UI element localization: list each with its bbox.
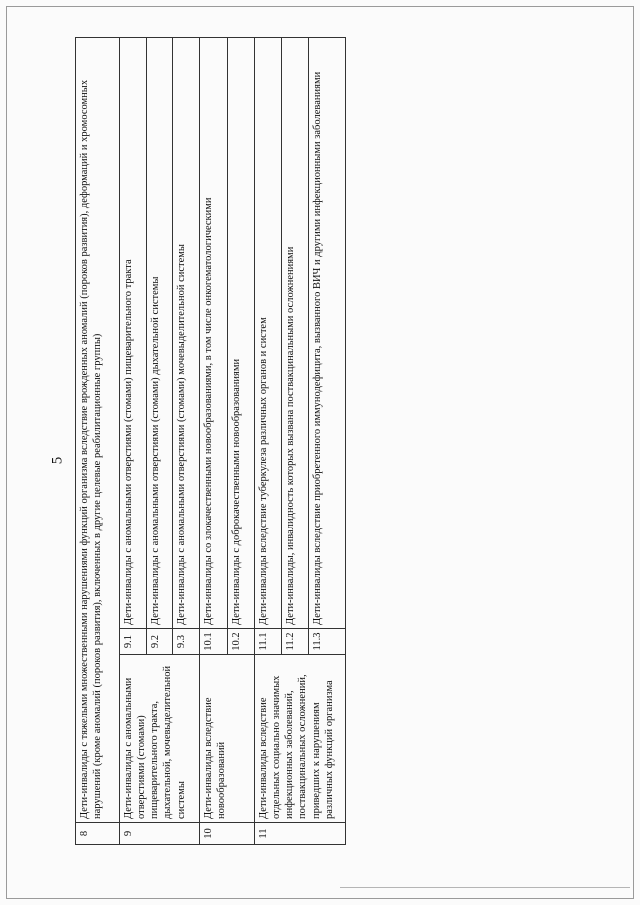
scan-edge-line	[340, 887, 630, 888]
sub-code: 9.2	[147, 629, 173, 655]
sub-code: 10.2	[228, 629, 255, 655]
sub-text: Дети-инвалиды с аномальными отверстиями (стомами) дыхательной системы	[147, 38, 173, 629]
row-number: 8	[76, 823, 120, 845]
sub-text: Дети-инвалиды с аномальными отверстиями (стомами) мочевыделительной системы	[173, 38, 200, 629]
row-text: Дети-инвалиды с тяжелыми множественными нарушениями функций организма вследствие врожденных аномалий (пороков развития), деформаций и хромосомных нарушений (кроме аномалий (пороков развития), включенных в другие целевые реабилитационные группы)	[76, 38, 120, 823]
table-row	[200, 38, 228, 845]
sub-code: 11.2	[282, 629, 309, 655]
group-name: Дети-инвалиды вследствие новообразований	[200, 655, 255, 823]
sub-code: 11.1	[255, 629, 282, 655]
row-number: 11	[255, 823, 346, 845]
sub-code: 11.3	[309, 629, 346, 655]
table-row	[76, 38, 120, 845]
rehabilitation-groups-table	[75, 37, 346, 845]
sub-code: 10.1	[200, 629, 228, 655]
group-name: Дети-инвалиды с аномальными отверстиями (стомами) пищеварительного тракта, дыхательной, мочевыделительной системы	[120, 655, 200, 823]
table-row	[120, 38, 147, 845]
sub-text: Дети-инвалиды вследствие приобретенного иммунодефицита, вызванного ВИЧ и другими инфекционными заболеваниями	[309, 38, 346, 629]
sub-text: Дети-инвалиды, инвалидность которых вызвана поствакцинальными осложнениями	[282, 38, 309, 629]
row-number: 10	[200, 823, 255, 845]
row-number: 9	[120, 823, 200, 845]
sub-code: 9.1	[120, 629, 147, 655]
table-container	[75, 38, 345, 845]
group-name: Дети-инвалиды вследствие отдельных социально значимых инфекционных заболеваний, поствакцинальных осложнений, приведших к нарушениям различных функций организма	[255, 655, 346, 823]
page-number: 5	[49, 456, 66, 465]
sub-text: Дети-инвалиды с аномальными отверстиями (стомами) пищеварительного тракта	[120, 38, 147, 629]
table-row	[255, 38, 282, 845]
sub-text: Дети-инвалиды вследствие туберкулеза различных органов и систем	[255, 38, 282, 629]
sub-code: 9.3	[173, 629, 200, 655]
sub-text: Дети-инвалиды с доброкачественными новообразованиями	[228, 38, 255, 629]
sub-text: Дети-инвалиды со злокачественными новообразованиями, в том числе онкогематологическими	[200, 38, 228, 629]
